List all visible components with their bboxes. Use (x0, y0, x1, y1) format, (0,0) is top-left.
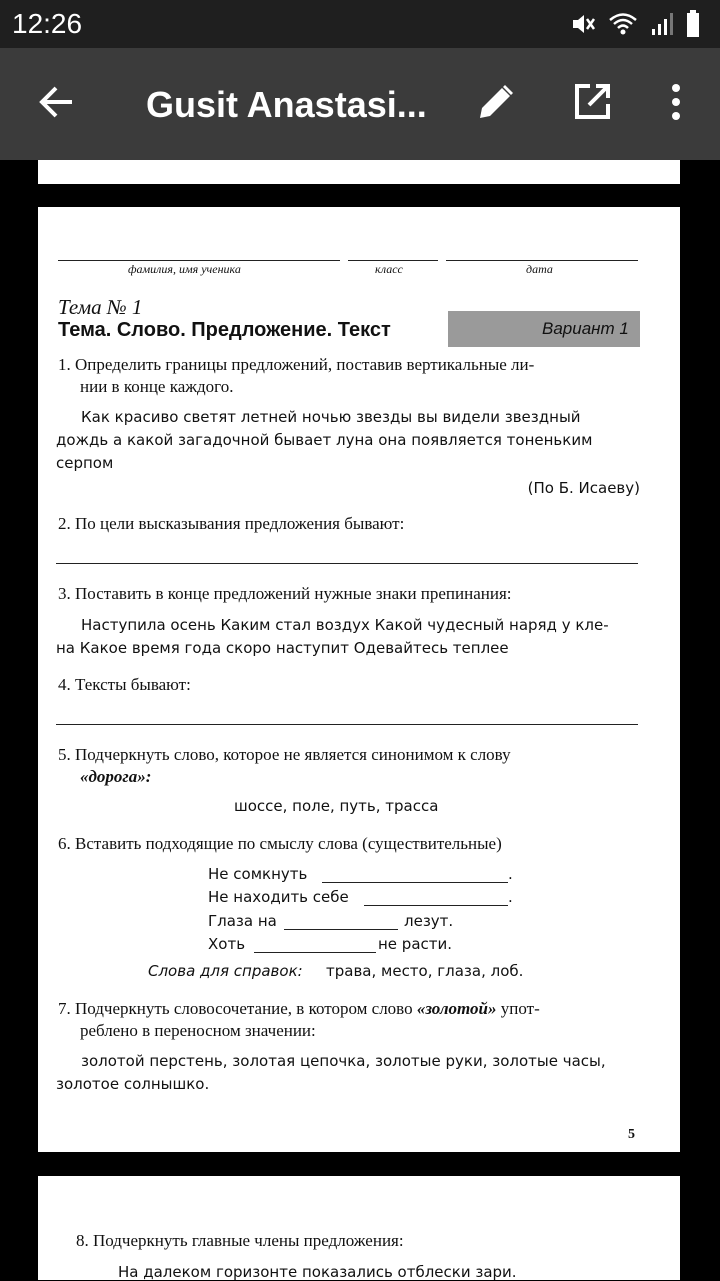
q4-answer-line (56, 724, 638, 725)
q2-answer-line (56, 563, 638, 564)
q6-row2-dot: . (508, 888, 513, 906)
q6-help-label: Слова для справок: (148, 962, 303, 980)
signal-icon (650, 11, 674, 37)
q6-row2-blank (364, 905, 508, 906)
q7-line1c: упот- (496, 999, 540, 1018)
q5-line2: «дорога»: (80, 767, 152, 786)
q7-line2: реблено в переносном значении: (80, 1021, 316, 1040)
next-page (38, 1176, 680, 1280)
previous-page-fragment (38, 160, 680, 184)
open-external-icon[interactable] (572, 82, 612, 122)
q1-text1: Как красиво светят летней ночью звезды вы видели звездный (81, 408, 581, 426)
status-icons (570, 10, 700, 38)
q6-help-words: трава, место, глаза, лоб. (326, 962, 524, 980)
class-label: класс (375, 262, 403, 276)
battery-icon (686, 10, 700, 38)
topic-title: Тема. Слово. Предложение. Текст (58, 319, 391, 341)
q6-row1-blank (322, 882, 508, 883)
document-title: Gusit Anastasi... (146, 84, 427, 125)
q6-row2: Не находить себе (208, 888, 349, 906)
q6-row4b: не расти. (378, 935, 453, 953)
q5-line1: 5. Подчеркнуть слово, которое не является синонимом к слову (58, 745, 511, 764)
name-line (58, 260, 340, 261)
mute-icon (570, 11, 596, 37)
q1-author: (По Б. Исаеву) (527, 479, 640, 497)
q7-line1a: 7. Подчеркнуть словосочетание, в котором слово (58, 999, 417, 1018)
q3-text1: Наступила осень Каким стал воздух Какой чудесный наряд у кле- (81, 616, 609, 634)
back-arrow-icon[interactable] (36, 82, 76, 122)
q1-line1: 1. Определить границы предложений, поставив вертикальные ли- (58, 355, 535, 374)
q1-line2: нии в конце каждого. (80, 377, 234, 396)
q7-text1: золотой перстень, золотая цепочка, золотые руки, золотые часы, (81, 1052, 606, 1070)
date-label: дата (526, 262, 553, 276)
status-time: 12:26 (12, 8, 83, 39)
q6-title: 6. Вставить подходящие по смыслу слова (существительные) (58, 834, 502, 853)
app-toolbar (0, 48, 720, 160)
q6-row3-blank (284, 929, 398, 930)
q2-text: 2. По цели высказывания предложения бывают: (58, 514, 405, 533)
q6-row1-dot: . (508, 865, 513, 883)
q4-text: 4. Тексты бывают: (58, 675, 191, 694)
q5-words: шоссе, поле, путь, трасса (234, 797, 439, 815)
q1-text3: серпом (56, 454, 114, 472)
q7-text2: золотое солнышко. (56, 1075, 210, 1093)
q1-text2: дождь а какой загадочной бывает луна она появляется тоненьким (56, 431, 593, 449)
topic-number: Тема № 1 (58, 295, 143, 319)
q8-text: На далеком горизонте показались отблески зари. (118, 1263, 517, 1281)
date-line (446, 260, 638, 261)
more-options-icon[interactable] (664, 82, 688, 122)
edit-pencil-icon[interactable] (476, 82, 516, 122)
q6-row4a: Хоть (208, 935, 246, 953)
q3-text2: на Какое время года скоро наступит Одевайтесь теплее (56, 639, 509, 657)
q6-row3b: лезут. (404, 912, 454, 930)
q6-row1: Не сомкнуть (208, 865, 308, 883)
status-bar (0, 0, 720, 48)
q6-row3a: Глаза на (208, 912, 277, 930)
page-number: 5 (628, 1127, 635, 1142)
worksheet-page (38, 207, 680, 1152)
q3-title: 3. Поставить в конце предложений нужные знаки препинания: (58, 584, 512, 603)
q7-zolotoy: «золотой» (416, 999, 497, 1018)
class-line (348, 260, 438, 261)
q6-row4-blank (254, 952, 376, 953)
variant-box (448, 311, 640, 347)
name-label: фамилия, имя ученика (128, 262, 241, 276)
q8-title: 8. Подчеркнуть главные члены предложения: (76, 1231, 404, 1250)
variant-label: Вариант 1 (542, 319, 629, 338)
q7-line1 (58, 999, 540, 1019)
wifi-icon (608, 11, 638, 37)
